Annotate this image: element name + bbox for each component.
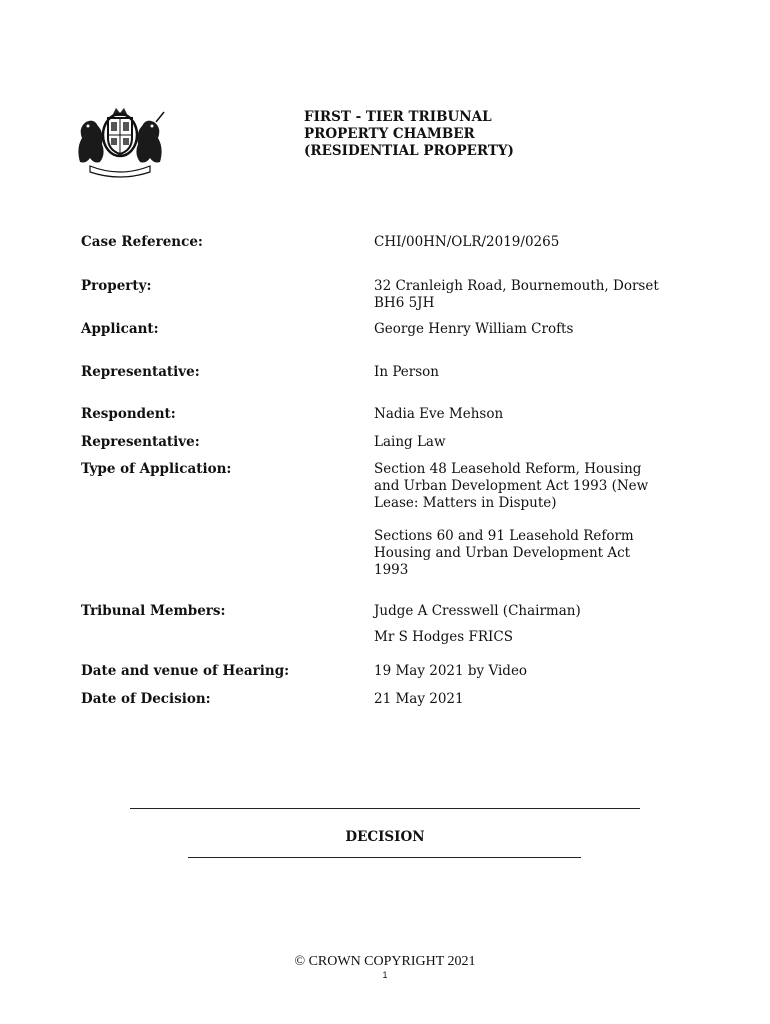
top-divider (130, 808, 640, 809)
copyright-notice: © CROWN COPYRIGHT 2021 (294, 954, 476, 969)
heading-line-1: FIRST - TIER TRIBUNAL (304, 109, 492, 125)
decision-date-value: 21 May 2021 (374, 691, 464, 707)
respondent-value: Nadia Eve Mehson (374, 406, 504, 422)
case-reference-value: CHI/00HN/OLR/2019/0265 (374, 234, 560, 250)
type-of-application-label: Type of Application: (81, 461, 232, 477)
hearing-label: Date and venue of Hearing: (81, 663, 290, 679)
bottom-divider (188, 857, 581, 858)
type-of-application-value-1: Section 48 Leasehold Reform, Housing and Urban Development Act 1993 (New Lease: Matters in Dispute) (374, 461, 649, 511)
applicant-representative-value: In Person (374, 364, 439, 380)
respondent-representative-label: Representative: (81, 434, 200, 450)
hearing-value: 19 May 2021 by Video (374, 663, 528, 679)
decision-title: DECISION (345, 829, 425, 845)
property-value: 32 Cranleigh Road, Bournemouth, Dorset BH6 5JH (374, 278, 659, 311)
applicant-label: Applicant: (81, 321, 159, 337)
tribunal-heading (304, 109, 514, 160)
respondent-label: Respondent: (81, 406, 176, 422)
tribunal-member-1: Judge A Cresswell (Chairman) (374, 603, 581, 619)
royal-coat-of-arms-icon (72, 104, 168, 180)
tribunal-member-2: Mr S Hodges FRICS (374, 629, 513, 645)
heading-line-3: (RESIDENTIAL PROPERTY) (304, 143, 514, 159)
respondent-representative-value: Laing Law (374, 434, 446, 450)
property-label: Property: (81, 278, 152, 294)
applicant-value: George Henry William Crofts (374, 321, 574, 337)
decision-date-label: Date of Decision: (81, 691, 211, 707)
heading-line-2: PROPERTY CHAMBER (304, 126, 475, 142)
case-reference-label: Case Reference: (81, 234, 203, 250)
type-of-application-value-2: Sections 60 and 91 Leasehold Reform Housing and Urban Development Act 1993 (374, 528, 634, 578)
applicant-representative-label: Representative: (81, 364, 200, 380)
tribunal-members-label: Tribunal Members: (81, 603, 226, 619)
page-number: 1 (382, 970, 388, 980)
